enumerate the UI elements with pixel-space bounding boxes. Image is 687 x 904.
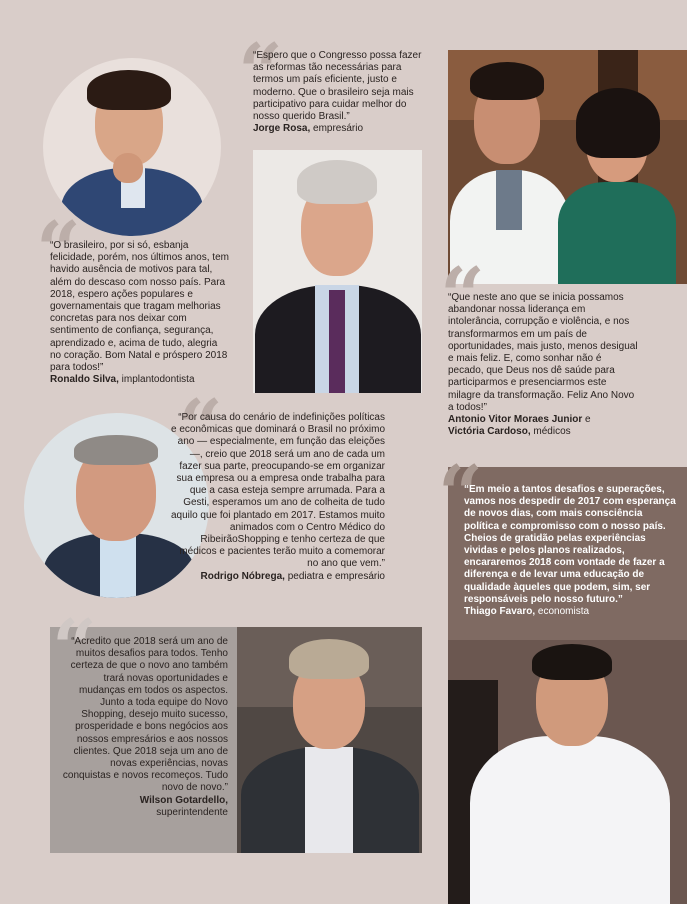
author-role: médicos — [530, 426, 571, 438]
quote-antonio — [448, 292, 638, 438]
quote-rodrigo — [170, 412, 385, 583]
quote-text: “Acredito que 2018 será um ano de muitos desafios para todos. Tenho certeza de que o novo ano também trará novas oportunidades e mudanças em todos os aspectos. Junto a toda equipe do Novo Shopping, desejo muito sucesso, prosperidade e bons negócios aos nossos empresários e aos nossos clientes. Que 2018 seja um ano de novas experiências, novas conquistas e novos recomeços. Tudo novo de novo.” — [62, 636, 228, 794]
author-role: empresário — [310, 123, 364, 135]
quote-thiago — [464, 484, 678, 618]
quote-mark-icon: “ — [238, 27, 277, 118]
quote-text: “Em meio a tantos desafios e superações, vamos nos despedir de 2017 com esperança de novos dias, com mais consciência política e compromisso com o nosso país. Cheios de gratidão pelas experiências vividas e pelos planos realizados, encararemos 2018 com vontade de fazer a diferença e de levar uma educação de qualidade àqueles que podem, sim, ser responsáveis pelo nosso futuro.” — [464, 484, 676, 605]
author-name: Victória Cardoso, — [448, 426, 531, 438]
author-conj: e — [582, 414, 591, 426]
author-name: Thiago Favaro, — [464, 606, 536, 618]
thiago-photo — [448, 640, 687, 904]
quote-mark-icon: “ — [440, 251, 479, 342]
author-role: economista — [535, 606, 590, 618]
author-role: pediatra e empresário — [284, 570, 385, 582]
jorge-photo — [253, 150, 422, 393]
antonio-victoria-photo — [448, 50, 687, 284]
wilson-photo — [237, 627, 422, 853]
author-name: Jorge Rosa, — [253, 123, 311, 135]
quote-wilson — [60, 636, 228, 819]
quote-text: “Que neste ano que se inicia possamos abandonar nossa liderança em intolerância, corrupção e violência, e nos transformarmos em um país de oportunidades, mais justo, menos desigual e mais feliz. E, como sonhar não é pecado, que Deus nos dê saúde para participarmos e presenciarmos este milagre da transformação. Feliz Ano Novo a todos!” — [448, 292, 638, 413]
quote-text: “Espero que o Congresso possa fazer as reformas tão necessárias para termos um país eficiente, justo e moderno. Que o brasileiro seja mais participativo para cuidar melhor do nosso querido Brasil.” — [253, 50, 422, 123]
quote-jorge — [253, 50, 431, 135]
quote-mark-icon: “ — [52, 603, 91, 694]
author-name: Ronaldo Silva, — [50, 374, 119, 386]
author-name: Wilson Gotardello, — [139, 794, 228, 806]
quote-text: “O brasileiro, por si só, esbanja felicidade, porém, nos últimos anos, tem havido ausência de motivos para tal, além do descaso com nosso país. Para 2018, espero ações populares e governamentais que tragam melhorias concretas para nos deixar com sentimento de confiança, segurança, aprendizado e, acima de tudo, alegria no coração. Bom Natal e próspero 2018 para todos!” — [50, 240, 229, 374]
quote-ronaldo — [50, 240, 230, 386]
quote-text: “Por causa do cenário de indefinições políticas e econômicas que dominará o Brasil no próximo ano — especialmente, em função das eleições —, creio que 2018 será um ano de cada um fazer sua parte, preocupando-se em organizar sua empresa ou a empresa onde trabalha para que a casa esteja sempre arrumada. Para a Gesti, esperamos um ano de colheita de tudo aquilo que foi plantado em 2017. Estamos muito animados com o Centro Médico do RibeirãoShopping e tenho certeza de que médicos e pacientes terão muito a comemorar no ano que vem.” — [170, 412, 385, 570]
author-name: Antonio Vitor Moraes Junior — [448, 414, 583, 426]
author-role: superintendente — [156, 806, 228, 818]
quote-mark-icon: “ — [438, 449, 477, 540]
quote-mark-icon: “ — [178, 383, 217, 474]
author-name: Rodrigo Nóbrega, — [200, 570, 285, 582]
author-role: implantodontista — [118, 374, 195, 386]
quote-mark-icon: “ — [36, 205, 75, 296]
